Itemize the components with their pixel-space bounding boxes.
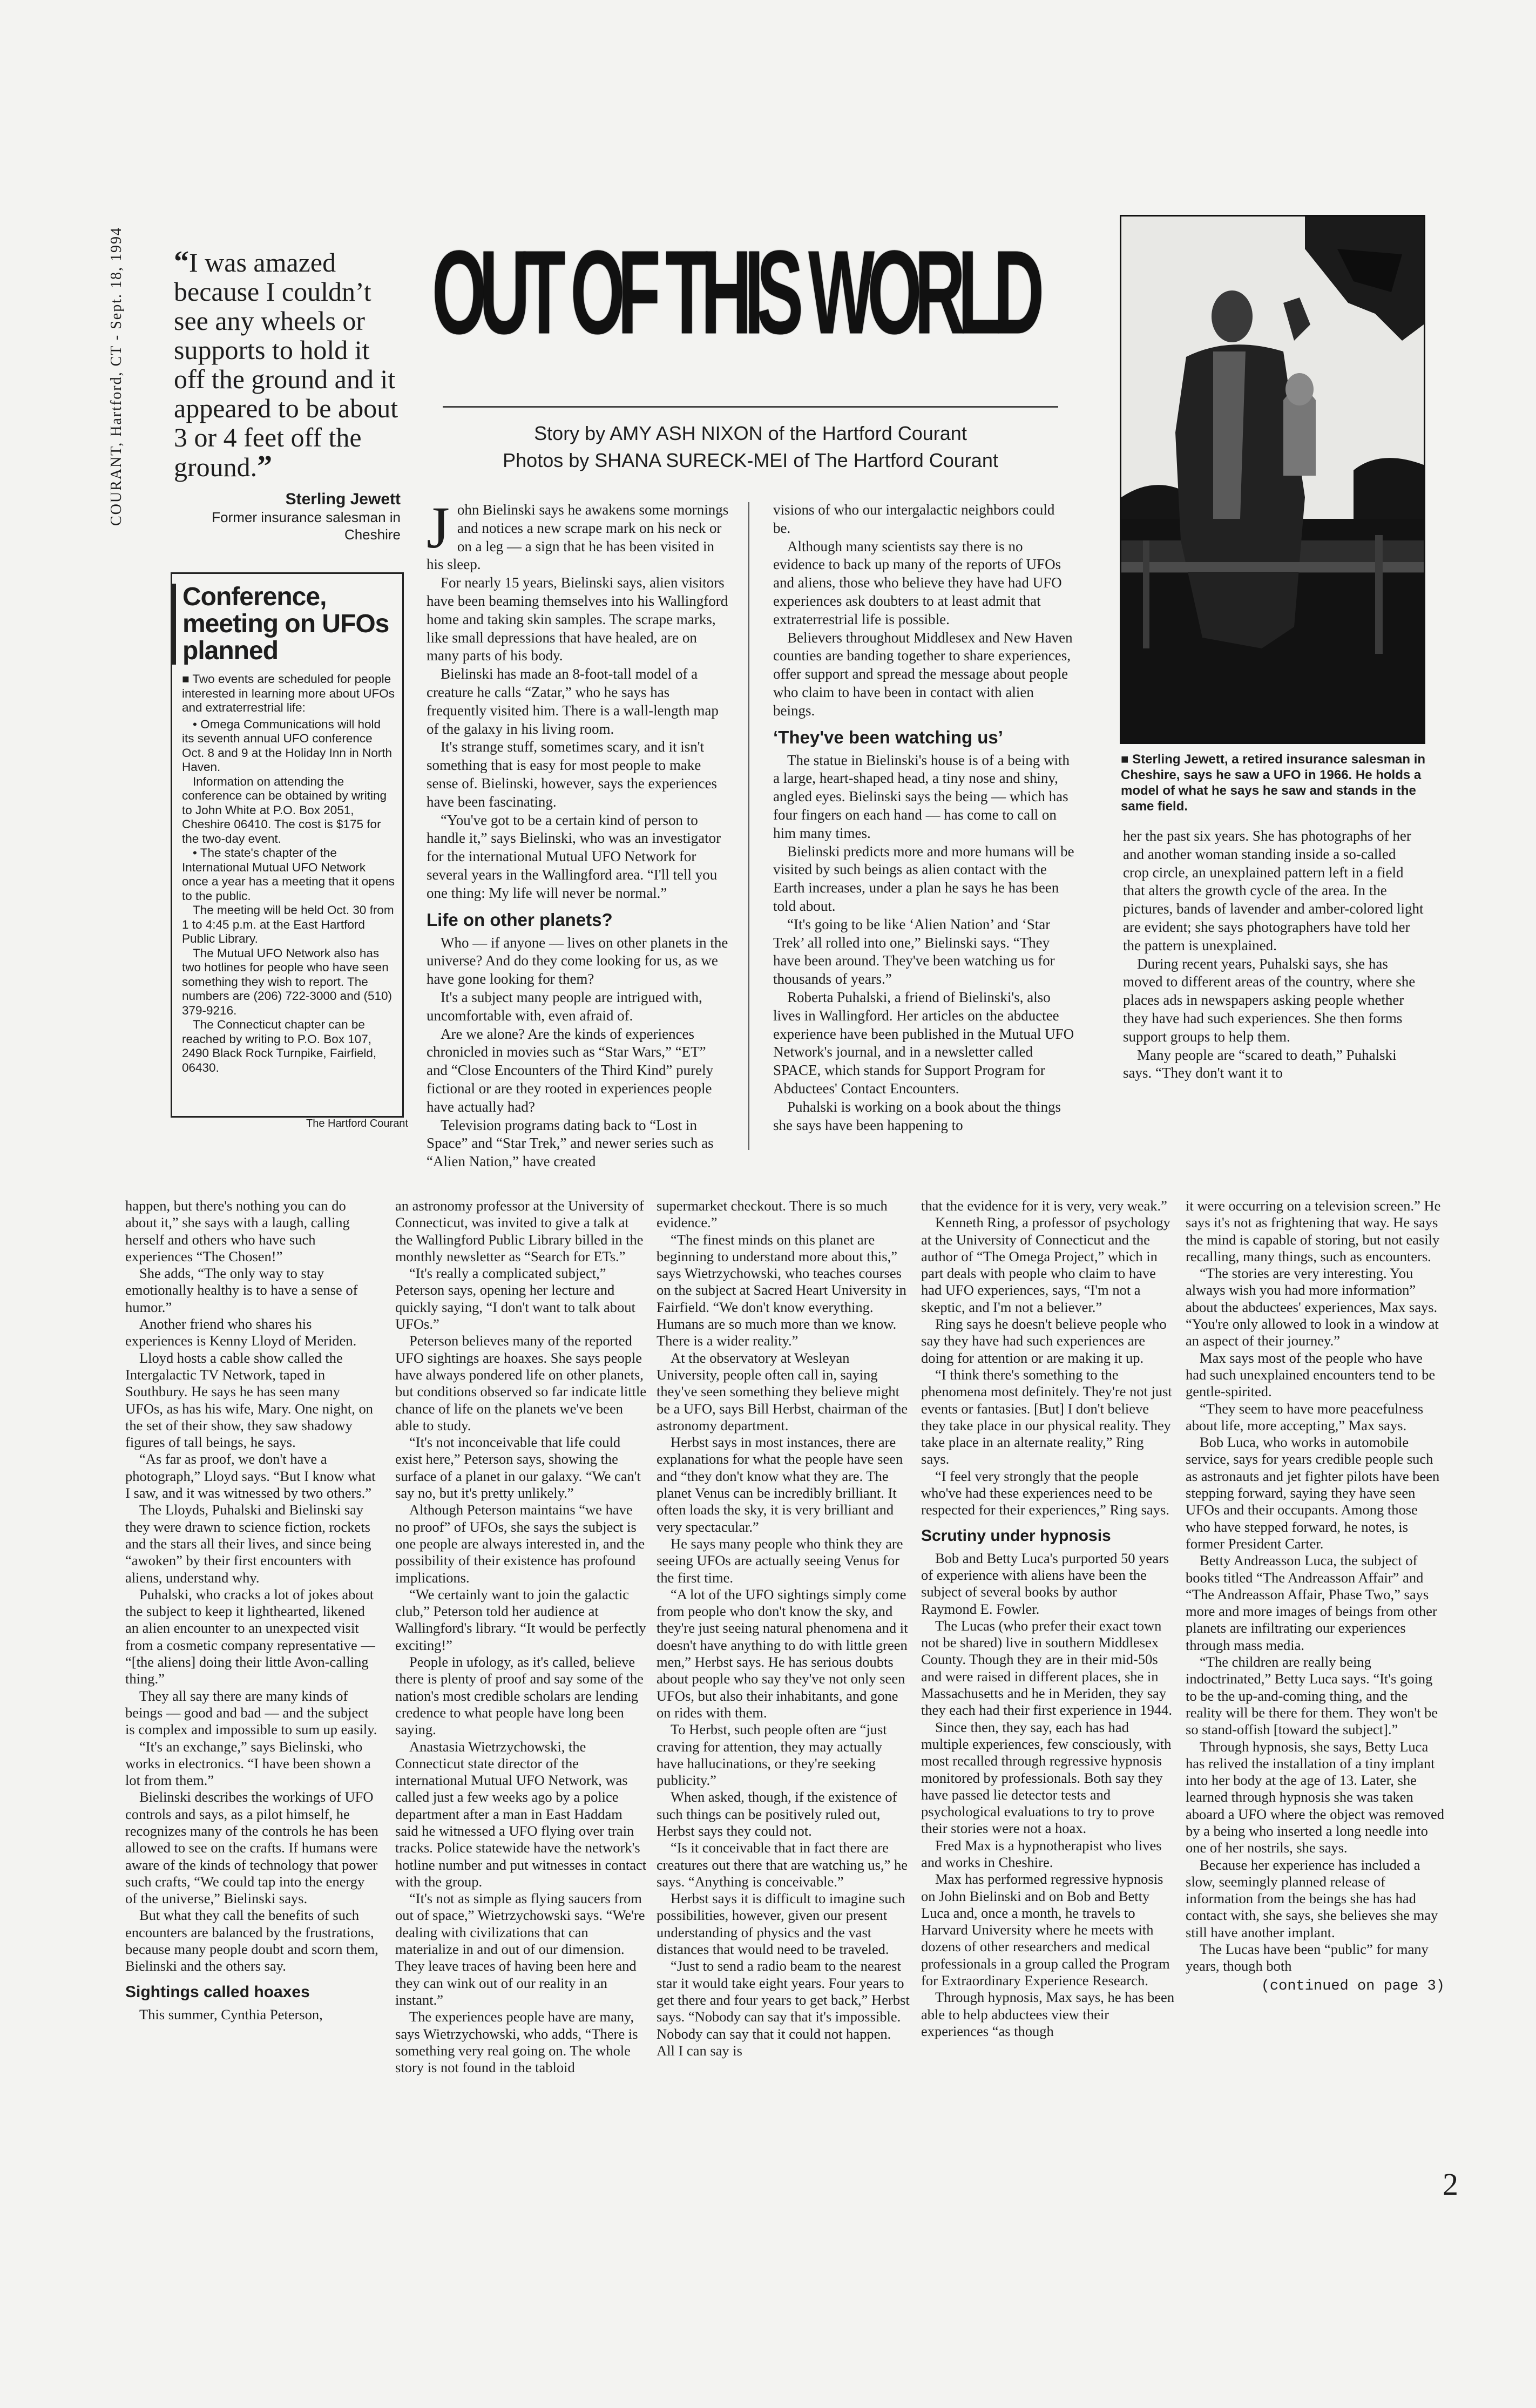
- article-paragraph: Max has performed regressive hypnosis on John Bielinski and on Bob and Betty Luca and, once a month, he travels to Harvard University where he meets with dozens of other researchers and medical professionals in a group called the Program for Extraordinary Experience Research.: [921, 1871, 1170, 1989]
- sidebar-para: • The state's chapter of the International Mutual UFO Network once a year has a meeting that it opens to the public.: [182, 846, 395, 903]
- article-paragraph: He says many people who think they are seeing UFOs are actually seeing Venus for the first time.: [657, 1535, 903, 1586]
- article-paragraph: Kenneth Ring, a professor of psychology at the University of Connecticut and the author of “The Omega Project,” which in part deals with people who claim to have had UFO experiences, says, “I'm not a skeptic, and I'm not a believer.”: [921, 1214, 1170, 1315]
- article-paragraph: “It's not as simple as flying saucers from out of space,” Wietrzychowski says. “We're dealing with civilizations that can materialize in and out of our dimension. They leave traces of having been here and they can wink out of our reality in an instant.”: [395, 1890, 645, 2008]
- article-paragraph: her the past six years. She has photographs of her and another woman standing inside a so-called crop circle, an unexplained pattern left in a field that alters the growth cycle of the area. In the pictures, bands of lavender and amber-colored light are evident; she says photographers have told her the pattern is unexplained.: [1123, 828, 1424, 953]
- article-paragraph: But what they call the benefits of such encounters are balanced by the frustrations, because many people doubt and scorn them, Bielinski and the others say.: [125, 1907, 378, 1974]
- article-paragraph: The statue in Bielinski's house is of a being with a large, heart-shaped head, a tiny nose and shiny, angled eyes. Bielinski says the being — which has four fingers on each hand — has come to call on him many times.: [773, 752, 1070, 841]
- article-paragraph: Although many scientists say there is no evidence to back up many of the reports of UFOs and aliens, those who believe they have had UFO experiences ask doubters to at least admit that extraterrestrial life is possible.: [773, 538, 1062, 627]
- article-paragraph: “The finest minds on this planet are beginning to understand more about this,” says Wietrzychowski, who teaches courses on the subject at Sacred Heart University in Fairfield. “We don't know everything. Humans are so much more than we know. There is a wider reality.”: [657, 1231, 906, 1349]
- subhead: ‘They've been watching us’: [773, 727, 1003, 747]
- article-paragraph: To Herbst, such people often are “just craving for attention, they may actually have hallucinations, or they're seeking publicity.”: [657, 1721, 887, 1789]
- article-paragraph: Roberta Puhalski, a friend of Bielinski's, also lives in Wallingford. Her articles on the abductee experience have been published in the Mutual UFO Network's journal, and in a newsletter called SPACE, which stands for Support Program for Abductees' Contact Encounters.: [773, 989, 1074, 1097]
- quote-open-mark: “: [174, 245, 189, 279]
- article-paragraph: Are we alone? Are the kinds of experiences chronicled in movies such as “Star Wars,” “ET” and “Close Encounters of the Third Kind” purely fictional or are they rooted in experiences people have actually had?: [427, 1025, 714, 1115]
- drop-cap: J: [427, 495, 450, 560]
- article-paragraph: This summer, Cynthia Peterson,: [139, 2006, 323, 2023]
- article-paragraph: “A lot of the UFO sightings simply come from people who don't know the sky, and they're just seeing natural phenomena and it doesn't have anything to do with little green men,” Herbst says. He has serious doubts about people who say they've not only seen UFOs, but also their inhabitants, and gone on rides with them.: [657, 1586, 908, 1721]
- article-paragraph: At the observatory at Wesleyan University, people often call in, saying they've seen something they believe might be a UFO, says Bill Herbst, chairman of the astronomy department.: [657, 1349, 908, 1433]
- photo-sterling-jewett: [1120, 215, 1425, 744]
- continued-note: (continued on page 3): [1261, 1978, 1445, 1994]
- headline-rule: [443, 406, 1058, 408]
- article-paragraph: It's strange stuff, sometimes scary, and it isn't something that is easy for most people to make sense of. Bielinski, however, says the experiences have been fascinating.: [427, 739, 718, 810]
- article-paragraph: Bob and Betty Luca's purported 50 years of experience with aliens have been the subject of several books by author Raymond E. Fowler.: [921, 1550, 1169, 1617]
- article-paragraph: “It's really a complicated subject,” Peterson says, opening her lecture and quickly saying, “I don't want to talk about UFOs.”: [395, 1265, 635, 1332]
- sidebar-para: • Omega Communications will hold its seventh annual UFO conference Oct. 8 and 9 at the Holiday Inn in North Haven.: [182, 717, 392, 774]
- pullquote: [174, 247, 401, 543]
- sidebar-para: The Mutual UFO Network also has two hotlines for people who have seen something they wish to report. The numbers are (206) 722-3000 and (510) 379-9216.: [182, 946, 392, 1017]
- article-paragraph: “The stories are very interesting. You always wish you had more information” about the abductees' experiences, Max says. “You're only allowed to look in a window at an aspect of their journey.”: [1186, 1265, 1439, 1349]
- page-number: 2: [1443, 2167, 1458, 2202]
- article-paragraph: Peterson believes many of the reported UFO sightings are hoaxes. She says people have always pondered life on other planets, but conditions observed so far indicate little chance of life on the planets we've been able to study.: [395, 1332, 647, 1433]
- article-paragraph: “The children are really being indoctrinated,” Betty Luca says. “It's going to be the up-and-coming thing, and the reality will be there for them. They won't be so stand-offish [toward the subject].”: [1186, 1654, 1438, 1738]
- pullquote-text: I was amazed because I couldn’t see any wheels or supports to hold it off the ground and it appeared to be about 3 or 4 feet off the ground.: [174, 247, 398, 482]
- article-paragraph: “As far as proof, we don't have a photograph,” Lloyd says. “But I know what I saw, and it was witnessed by two others.”: [125, 1451, 376, 1501]
- article-paragraph: an astronomy professor at the University of Connecticut, was invited to give a talk at the Wallingford Public Library billed in the monthly newsletter as “Search for ETs.”: [395, 1198, 644, 1264]
- article-paragraph: supermarket checkout. There is so much evidence.”: [657, 1198, 888, 1231]
- article-paragraph: Betty Andreasson Luca, the subject of books titled “The Andreasson Affair” and “The Andreasson Affair, Phase Two,” says more and more images of beings from other planets are infiltrating our experiences through mass media.: [1186, 1552, 1437, 1653]
- article-paragraph: “Is it conceivable that in fact there are creatures out there that are watching us,” he says. “Anything is conceivable.”: [657, 1839, 908, 1890]
- bottom-column-1: [125, 1198, 379, 2023]
- article-paragraph: “It's not inconceivable that life could exist here,” Peterson says, showing the surface of a planet in our galaxy. “We can't say no, but it's pretty unlikely.”: [395, 1434, 641, 1501]
- sidebar-para: Information on attending the conference can be obtained by writing to John White at P.O. Box 2051, Cheshire 06410. The cost is $175 for the two-day event.: [182, 774, 387, 845]
- article-paragraph: The Lucas have been “public” for many years, though both: [1186, 1941, 1429, 1974]
- subhead: Sightings called hoaxes: [125, 1983, 310, 2001]
- article-paragraph: Television programs dating back to “Lost in Space” and “Star Trek,” and newer series such as “Alien Nation,” have created: [427, 1117, 714, 1170]
- article-paragraph: Herbst says in most instances, there are explanations for what the people have seen and “they don't know what they are. The planet Venus can be incredibly brilliant. It often loads the sky, it is very brilliant and very spectacular.”: [657, 1434, 903, 1535]
- article-paragraph: People in ufology, as it's called, believe there is plenty of proof and say some of the nation's most credible scholars are lending credence to what people have long been saying.: [395, 1654, 644, 1738]
- article-paragraph: “You've got to be a certain kind of person to handle it,” says Bielinski, who was an investigator for the international Mutual UFO Network for several years in the Wallingford area. “I'll tell you one thing: My life will never be normal.”: [427, 811, 721, 901]
- article-paragraph: Herbst says it is difficult to imagine such possibilities, however, given our present understanding of physics and the vast distances that would need to be traveled.: [657, 1890, 905, 1958]
- article-paragraph: “Just to send a radio beam to the nearest star it would take eight years. Four years to get there and four years to get back,” Herbst says. “Nobody can say that it's impossible. Nobody can say that it could not happen. All I can say is: [657, 1958, 910, 2059]
- top-column-2: [773, 501, 1075, 1134]
- pullquote-name: Sterling Jewett: [285, 490, 401, 508]
- article-paragraph: Bob Luca, who works in automobile service, says for years credible people such as astronauts and jet fighter pilots have been stepping forward, saying they have seen UFOs and their occupants. Among those who have stepped forward, he notes, is former President Carter.: [1186, 1434, 1440, 1552]
- top-column-1: [427, 495, 729, 1171]
- article-paragraph: Since then, they say, each has had multiple experiences, few consciously, with most recalled through regressive hypnosis monitored by professionals. Both say they have passed lie detector tests and psychological evaluations to try to prove their stories were not a hoax.: [921, 1719, 1172, 1837]
- article-paragraph: “We certainly want to join the galactic club,” Peterson told her audience at Wallingford's library. “It would be perfectly exciting!”: [395, 1586, 646, 1653]
- article-paragraph: Ring says he doesn't believe people who say they have had such experiences are doing for attention or are making it up.: [921, 1316, 1167, 1366]
- article-paragraph: Anastasia Wietrzychowski, the Connecticut state director of the international Mutual UFO Network, was called just a few weeks ago by a police department after a man in East Haddam said he witnessed a UFO flying over train tracks. Police statewide have the network's hotline number and put witnesses in contact with the group.: [395, 1738, 647, 1890]
- article-paragraph: For nearly 15 years, Bielinski says, alien visitors have been beaming themselves into his Wallingford home and taking skin samples. The scrape marks, like small depressions that have healed, are on many parts of his body.: [427, 574, 728, 664]
- article-paragraph: visions of who our intergalactic neighbors could be.: [773, 502, 1055, 536]
- pullquote-role: Former insurance salesman in Cheshire: [212, 509, 401, 543]
- sidebar-credit: The Hartford Courant: [306, 1118, 408, 1129]
- article-paragraph: Bielinski predicts more and more humans will be visited by such beings as alien contact with the Earth increases, under a plan he says he has been told about.: [773, 843, 1074, 914]
- subhead: Scrutiny under hypnosis: [921, 1526, 1111, 1545]
- article-paragraph: Believers throughout Middlesex and New Haven counties are banding together to share experiences, offer support and spread the message about people who claim to have been in contact with alien beings.: [773, 629, 1073, 719]
- article-paragraph: “I think there's something to the phenomena most definitely. They're not just events or fantasies. [But] I don't believe they take place in our physical reality. They take place in an alternate reality,” Ring says.: [921, 1366, 1172, 1467]
- article-paragraph: They all say there are many kinds of beings — good and bad — and the subject is complex and impossible to sum up easily.: [125, 1687, 377, 1738]
- top-column-3: [1123, 827, 1425, 1083]
- article-paragraph: The Lucas (who prefer their exact town not be shared) live in southern Middlesex County. Though they are in their mid-50s and were raised in different places, she in Massachusetts and he in Meriden, they say they each had their first experience in 1944.: [921, 1617, 1173, 1719]
- article-paragraph: Through hypnosis, she says, Betty Luca has relived the installation of a tiny implant into her body at the age of 13. Later, she learned through hypnosis she was taken aboard a UFO where the object was removed by a being who inserted a long needle into one of her nostrils, she says.: [1186, 1738, 1445, 1856]
- article-paragraph: “I feel very strongly that the people who've had these experiences need to be respected for their experiences,” Ring says.: [921, 1467, 1169, 1518]
- article-paragraph: Puhalski, who cracks a lot of jokes about the subject to keep it lighthearted, likened an alien encounter to an unexpected visit from a cosmetic company representative — “[the aliens] doing their little Avon-calling thing.”: [125, 1586, 375, 1687]
- article-paragraph: Many people are “scared to death,” Puhalski says. “They don't want it to: [1123, 1046, 1397, 1081]
- sidebar-para: ■ Two events are scheduled for people interested in learning more about UFOs and extraterrestrial life:: [182, 672, 395, 714]
- byline-story: Story by AMY ASH NIXON of the Hartford Courant: [534, 422, 967, 444]
- sidebar-para: The Connecticut chapter can be reached by writing to P.O. Box 107, 2490 Black Rock Turnpike, Fairfield, 06430.: [182, 1018, 377, 1074]
- column-rule: [748, 502, 749, 1150]
- article-paragraph: it were occurring on a television screen.” He says it's not as frightening that way. He says the mind is capable of storing, but not easily recalling, many things, such as encounters.: [1186, 1198, 1441, 1264]
- bottom-column-4: [921, 1198, 1175, 2040]
- sidebar-title: Conference, meeting on UFOs planned: [182, 583, 389, 665]
- article-paragraph: Bielinski describes the workings of UFO controls and says, as a pilot himself, he recognizes many of the controls he has been allowed to see on the crafts. If humans were aware of the kinds of technology that power such crafts, “We could tap into the energy of the universe,” Bielinski says.: [125, 1789, 378, 1907]
- sidebar-para: The meeting will be held Oct. 30 from 1 to 4:45 p.m. at the East Hartford Public Library.: [182, 903, 394, 945]
- article-paragraph: When asked, though, if the existence of such things can be positively ruled out, Herbst says they could not.: [657, 1789, 897, 1839]
- bottom-column-3: [657, 1198, 910, 2059]
- article-paragraph: The experiences people have are many, says Wietrzychowski, who adds, “There is something very real going on. The whole story is not found in the tabloid: [395, 2008, 638, 2076]
- article-paragraph: It's a subject many people are intrigued with, uncomfortable with, even afraid of.: [427, 989, 702, 1024]
- article-paragraph: Lloyd hosts a cable show called the Intergalactic TV Network, taped in Southbury. He says he has seen many UFOs, as has his wife, Mary. One night, on the set of their show, they saw shadowy figures of tall beings, he says.: [125, 1349, 374, 1451]
- quote-close-mark: ”: [257, 450, 273, 483]
- article-paragraph: Fred Max is a hypnotherapist who lives and works in Cheshire.: [921, 1837, 1162, 1870]
- article-paragraph: “It's going to be like ‘Alien Nation’ and ‘Star Trek’ all rolled into one,” Bielinski says. “They have been around. They've been watching us for thousands of years.”: [773, 916, 1055, 987]
- article-paragraph: Bielinski has made an 8-foot-tall model of a creature he calls “Zatar,” who he says has frequently visited him. There is a wall-length map of the galaxy in his living room.: [427, 666, 719, 737]
- bottom-column-5: [1186, 1198, 1445, 1995]
- photo-caption: ■ Sterling Jewett, a retired insurance salesman in Cheshire, says he saw a UFO in 1966. He holds a model of what he says he saw and stands in the same field.: [1121, 752, 1426, 814]
- article-paragraph: Through hypnosis, Max says, he has been able to help abductees view their experiences “as though: [921, 1989, 1175, 2039]
- article-paragraph: Although Peterson maintains “we have no proof” of UFOs, she says the subject is one people are always interested in, and the possibility of their existence has profound implications.: [395, 1501, 645, 1586]
- article-paragraph: She adds, “The only way to stay emotionally healthy is to have a sense of humor.”: [125, 1265, 358, 1315]
- article-paragraph: Another friend who shares his experiences is Kenny Lloyd of Meriden.: [125, 1316, 357, 1349]
- article-paragraph: Because her experience has included a slow, seemingly planned release of information from the beings she has had contact with, she says, she believes she may still have another implant.: [1186, 1856, 1438, 1940]
- article-paragraph: The Lloyds, Puhalski and Bielinski say they were drawn to science fiction, rockets and the stars all their lives, and since being “awoken” by their first encounters with aliens, understand why.: [125, 1501, 371, 1586]
- dateline: COURANT, Hartford, CT - Sept. 18, 1994: [108, 227, 125, 526]
- article-paragraph: “It's an exchange,” says Bielinski, who works in electronics. “I have been shown a lot from them.”: [125, 1738, 371, 1789]
- article-paragraph: ohn Bielinski says he awakens some mornings and notices a new scrape mark on his neck or on a leg — a sign that he has been visited in his sleep.: [427, 502, 729, 573]
- byline-photos: Photos by SHANA SURECK-MEI of The Hartford Courant: [503, 449, 998, 471]
- article-paragraph: happen, but there's nothing you can do about it,” she says with a laugh, calling herself and others who have such experiences “The Chosen!”: [125, 1198, 350, 1264]
- article-paragraph: Puhalski is working on a book about the things she says have been happening to: [773, 1098, 1061, 1133]
- article-paragraph: Max says most of the people who have had such unexplained encounters tend to be gentle-spirited.: [1186, 1349, 1436, 1400]
- headline: [432, 216, 1058, 394]
- sidebar-box: [171, 572, 404, 1118]
- article-paragraph: Who — if anyone — lives on other planets in the universe? And do they come looking for us, as we have gone looking for them?: [427, 934, 728, 987]
- article-paragraph: “They seem to have more peacefulness about life, more accepting,” Max says.: [1186, 1400, 1424, 1433]
- article-paragraph: During recent years, Puhalski says, she has moved to different areas of the country, where she places ads in newspapers asking people whether they have had such experiences. She then forms support groups to help them.: [1123, 955, 1416, 1045]
- bottom-column-2: [395, 1198, 649, 2076]
- article-paragraph: that the evidence for it is very, very weak.”: [921, 1198, 1167, 1214]
- page-title: OUT OF THIS WORLD: [432, 225, 1037, 359]
- subhead: Life on other planets?: [427, 909, 613, 930]
